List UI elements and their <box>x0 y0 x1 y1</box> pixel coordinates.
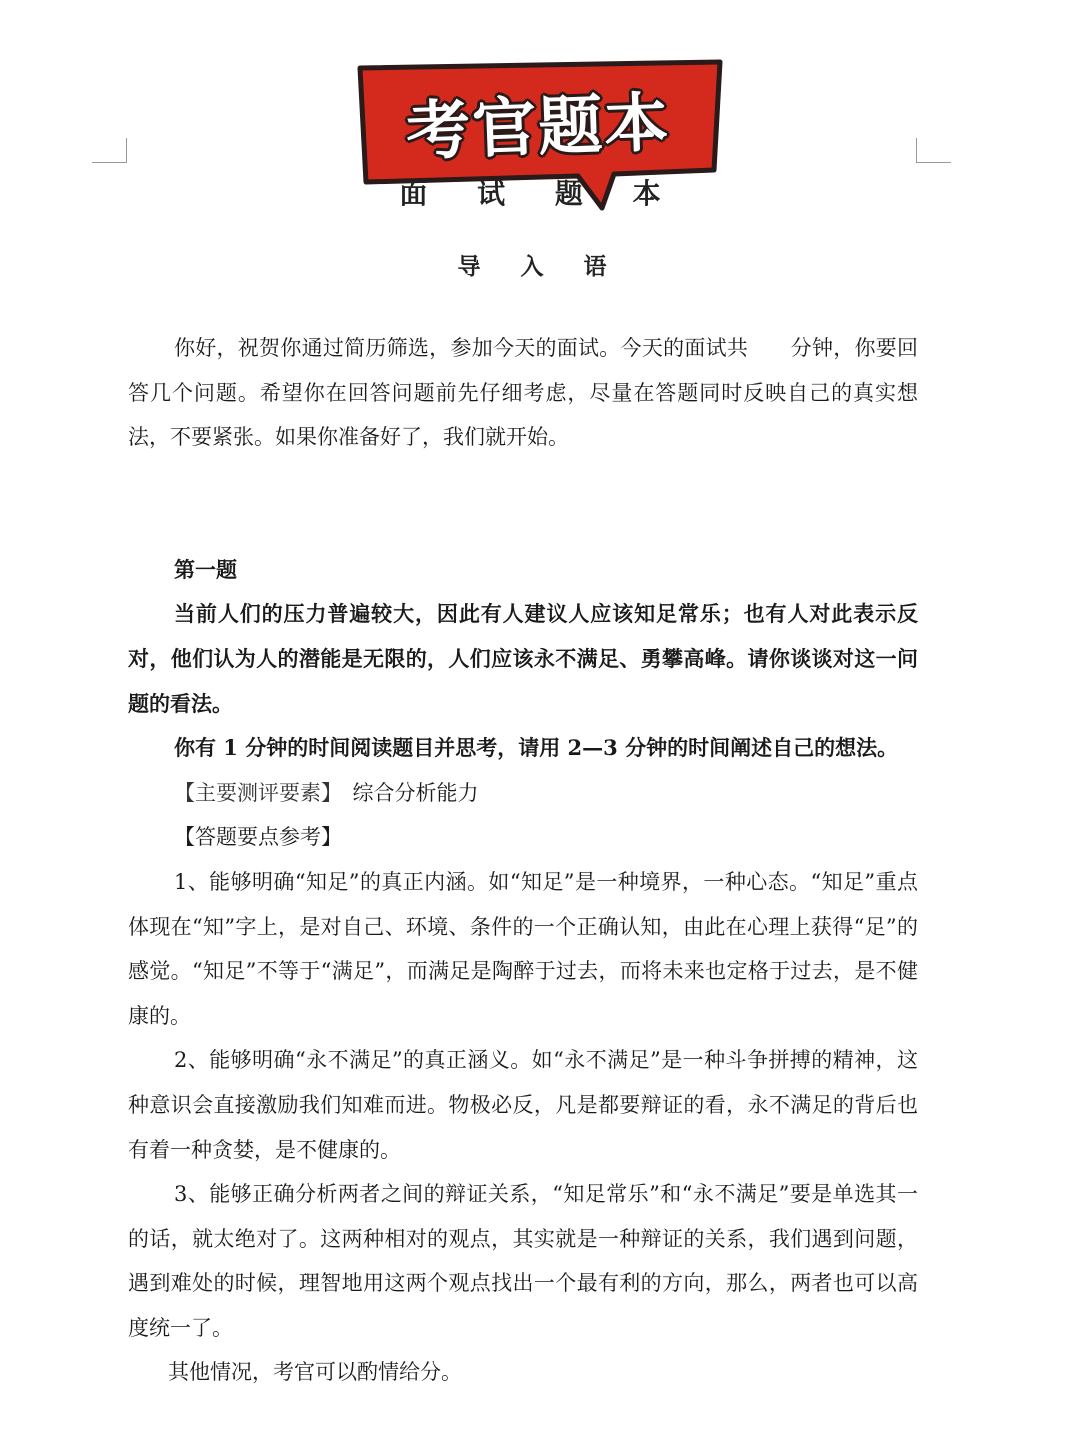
intro-heading: 导 入 语 <box>457 253 623 280</box>
crop-mark-top-right <box>916 138 951 163</box>
answer-point-3: 3、能够正确分析两者之间的辩证关系，“知足常乐”和“永不满足”要是单选其一的话，就太绝对了。这两种相对的观点，其实就是一种辩证的关系，我们遇到问题，遇到难处的时候，理智地用这两个观点找出一个最有利的方向，那么，两者也可以高度统一了。 <box>128 1182 918 1340</box>
banner-title: 考官题本 <box>404 86 672 170</box>
answer-point-2: 2、能够明确“永不满足”的真正涵义。如“永不满足”是一种斗争拼搏的精神，这种意识会直接激励我们知难而进。物极必反，凡是都要辩证的看，永不满足的背后也有着一种贪婪，是不健康的。 <box>128 1048 918 1162</box>
document-body <box>128 326 918 1395</box>
eval-criteria <box>128 771 918 816</box>
document-subtitle: 面 试 题 本 <box>399 177 681 210</box>
eval-value: 综合分析能力 <box>352 780 479 805</box>
closing-note: 其他情况，考官可以酌情给分。 <box>168 1360 462 1385</box>
eval-label: 【主要测评要素】 <box>174 780 332 805</box>
answer-point-1: 1、能够明确“知足”的真正内涵。如“知足”是一种境界，一种心态。“知足”重点体现在“知”字上，是对自己、环境、条件的一个正确认知，由此在心理上获得“足”的感觉。“知足”不等于“满足”，而满足是陶醉于过去，而将未来也定格于过去，是不健康的。 <box>128 869 918 1028</box>
spacer <box>128 504 918 548</box>
question-text: 当前人们的压力普遍较大，因此有人建议人应该知足常乐；也有人对此表示反对，他们认为人的潜能是无限的，人们应该永不满足、勇攀高峰。请你谈谈对这一问题的看法。 <box>128 601 918 716</box>
intro-paragraph: 你好，祝贺你通过简历筛选，参加今天的面试。今天的面试共 分钟，你要回答几个问题。希望你在回答问题前先仔细考虑，尽量在答题同时反映自己的真实想法，不要紧张。如果你准备好了，我们就开始。 <box>128 336 918 450</box>
answer-label: 【答题要点参考】 <box>174 825 342 850</box>
question-heading: 第一题 <box>174 556 237 582</box>
crop-mark-top-left <box>92 138 127 163</box>
spacer <box>128 460 918 504</box>
time-instruction: 你有 1 分钟的时间阅读题目并思考，请用 2—3 分钟的时间阐述自己的想法。 <box>174 735 899 761</box>
